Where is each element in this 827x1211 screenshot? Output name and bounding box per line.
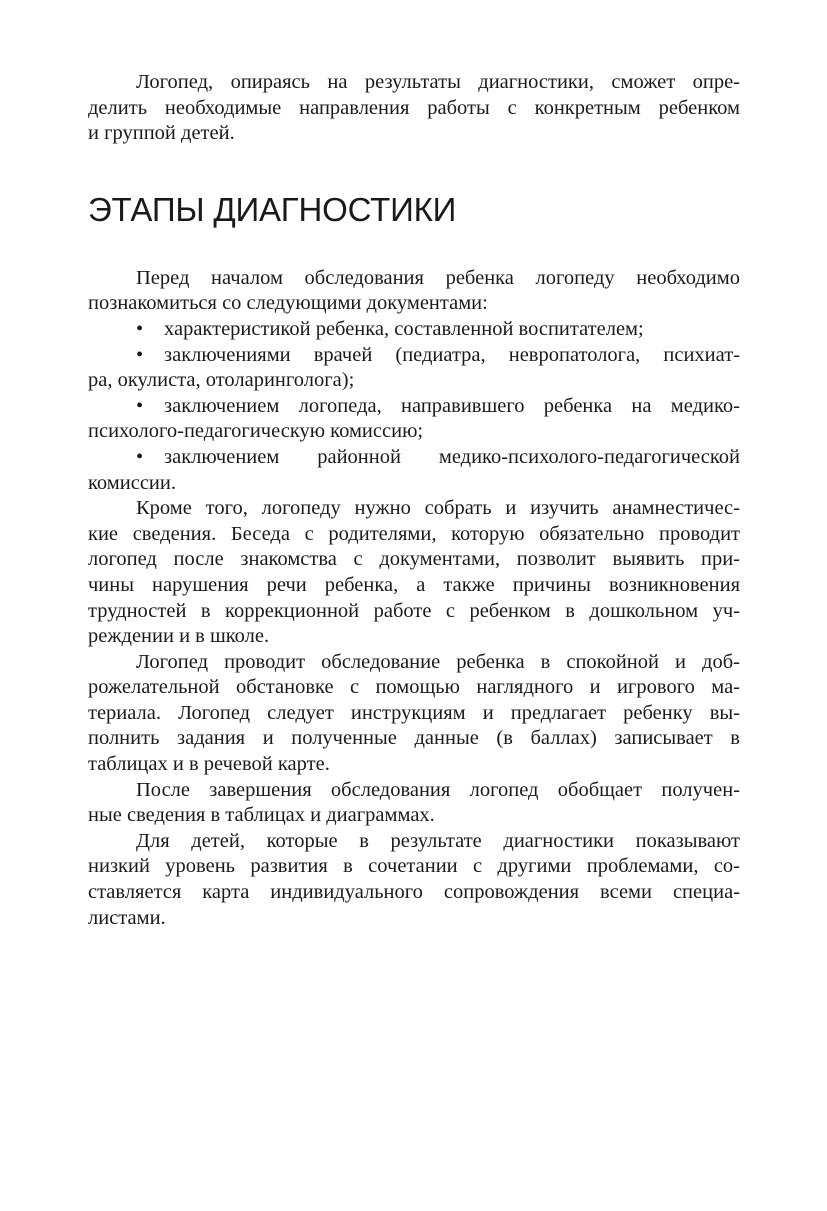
text-line: ставляется карта индивидуального сопровождения всеми специа- (88, 881, 740, 904)
paragraph-examination (88, 650, 740, 778)
text-line: рожелательной обстановке с помощью наглядного и игрового ма- (88, 676, 740, 699)
list-item-first-line (88, 394, 740, 420)
intro-paragraph (88, 70, 740, 147)
text-line: Логопед, опираясь на результаты диагностики, сможет опре- (136, 71, 740, 93)
paragraph-anamnesis (88, 496, 740, 650)
text-line: Кроме того, логопеду нужно собрать и изучить анамнестичес- (136, 497, 740, 520)
text-line: териала. Логопед следует инструкциям и предлагает ребенку вы- (88, 701, 740, 724)
list-item-continuation: психолого-педагогическую комиссию; (88, 420, 424, 443)
text-line: После завершения обследования логопед обобщает получен- (136, 778, 740, 801)
text-line: ные сведения в таблицах и диаграммах. (88, 804, 435, 827)
section-heading: ЭТАПЫ ДИАГНОСТИКИ (88, 190, 457, 228)
bullet-icon: • (136, 394, 144, 417)
list-item-text: заключением логопеда, направившего ребенка на медико- (164, 394, 740, 417)
text-line: реждении и в школе. (88, 625, 270, 648)
text-line: и группой детей. (88, 122, 235, 145)
text-line: кие сведения. Беседа с родителями, которую обязательно проводит (88, 522, 740, 545)
bullet-icon: • (136, 343, 144, 366)
text-line: Для детей, которые в результате диагностики показывают (136, 829, 740, 852)
paragraph-support-card (88, 829, 740, 931)
list-item-first-line (88, 445, 740, 471)
text-line: трудностей в коррекционной работе с ребенком в дошкольном уч- (88, 599, 740, 622)
bullet-icon: • (136, 445, 144, 468)
list-item (88, 445, 740, 496)
list-item-text: заключением районной медико-психолого-педагогической (164, 445, 740, 468)
text-line: чины нарушения речи ребенка, а также причины возникновения (88, 573, 740, 596)
text-line: делить необходимые направления работы с конкретным ребенком (88, 96, 740, 119)
text-line: познакомиться со следующими документами: (88, 292, 488, 315)
list-item-continuation: комиссии. (88, 471, 176, 494)
list-item-text: характеристикой ребенка, составленной воспитателем; (164, 317, 644, 340)
text-line: логопед после знакомства с документами, позволит выявить при- (88, 548, 740, 571)
text-line: листами. (88, 906, 166, 929)
paragraph-documents (88, 266, 740, 317)
document-page (88, 70, 740, 931)
list-item-text: заключениями врачей (педиатра, невропатолога, психиат- (164, 343, 740, 366)
documents-list (88, 317, 740, 496)
text-line: таблицах и в речевой карте. (88, 753, 330, 776)
text-line: Логопед проводит обследование ребенка в спокойной и доб- (136, 650, 740, 673)
list-item (88, 343, 740, 394)
list-item (88, 317, 740, 343)
list-item-continuation: ра, окулиста, отоларинголога); (88, 369, 355, 392)
list-item-first-line (88, 343, 740, 369)
text-line: Перед началом обследования ребенка логопеду необходимо (136, 266, 740, 289)
text-line: низкий уровень развития в сочетании с другими проблемами, со- (88, 855, 740, 878)
list-item-first-line (88, 317, 740, 343)
list-item (88, 394, 740, 445)
text-line: полнить задания и полученные данные (в баллах) записывает в (88, 727, 740, 750)
bullet-icon: • (136, 317, 144, 340)
paragraph-summary (88, 778, 740, 829)
